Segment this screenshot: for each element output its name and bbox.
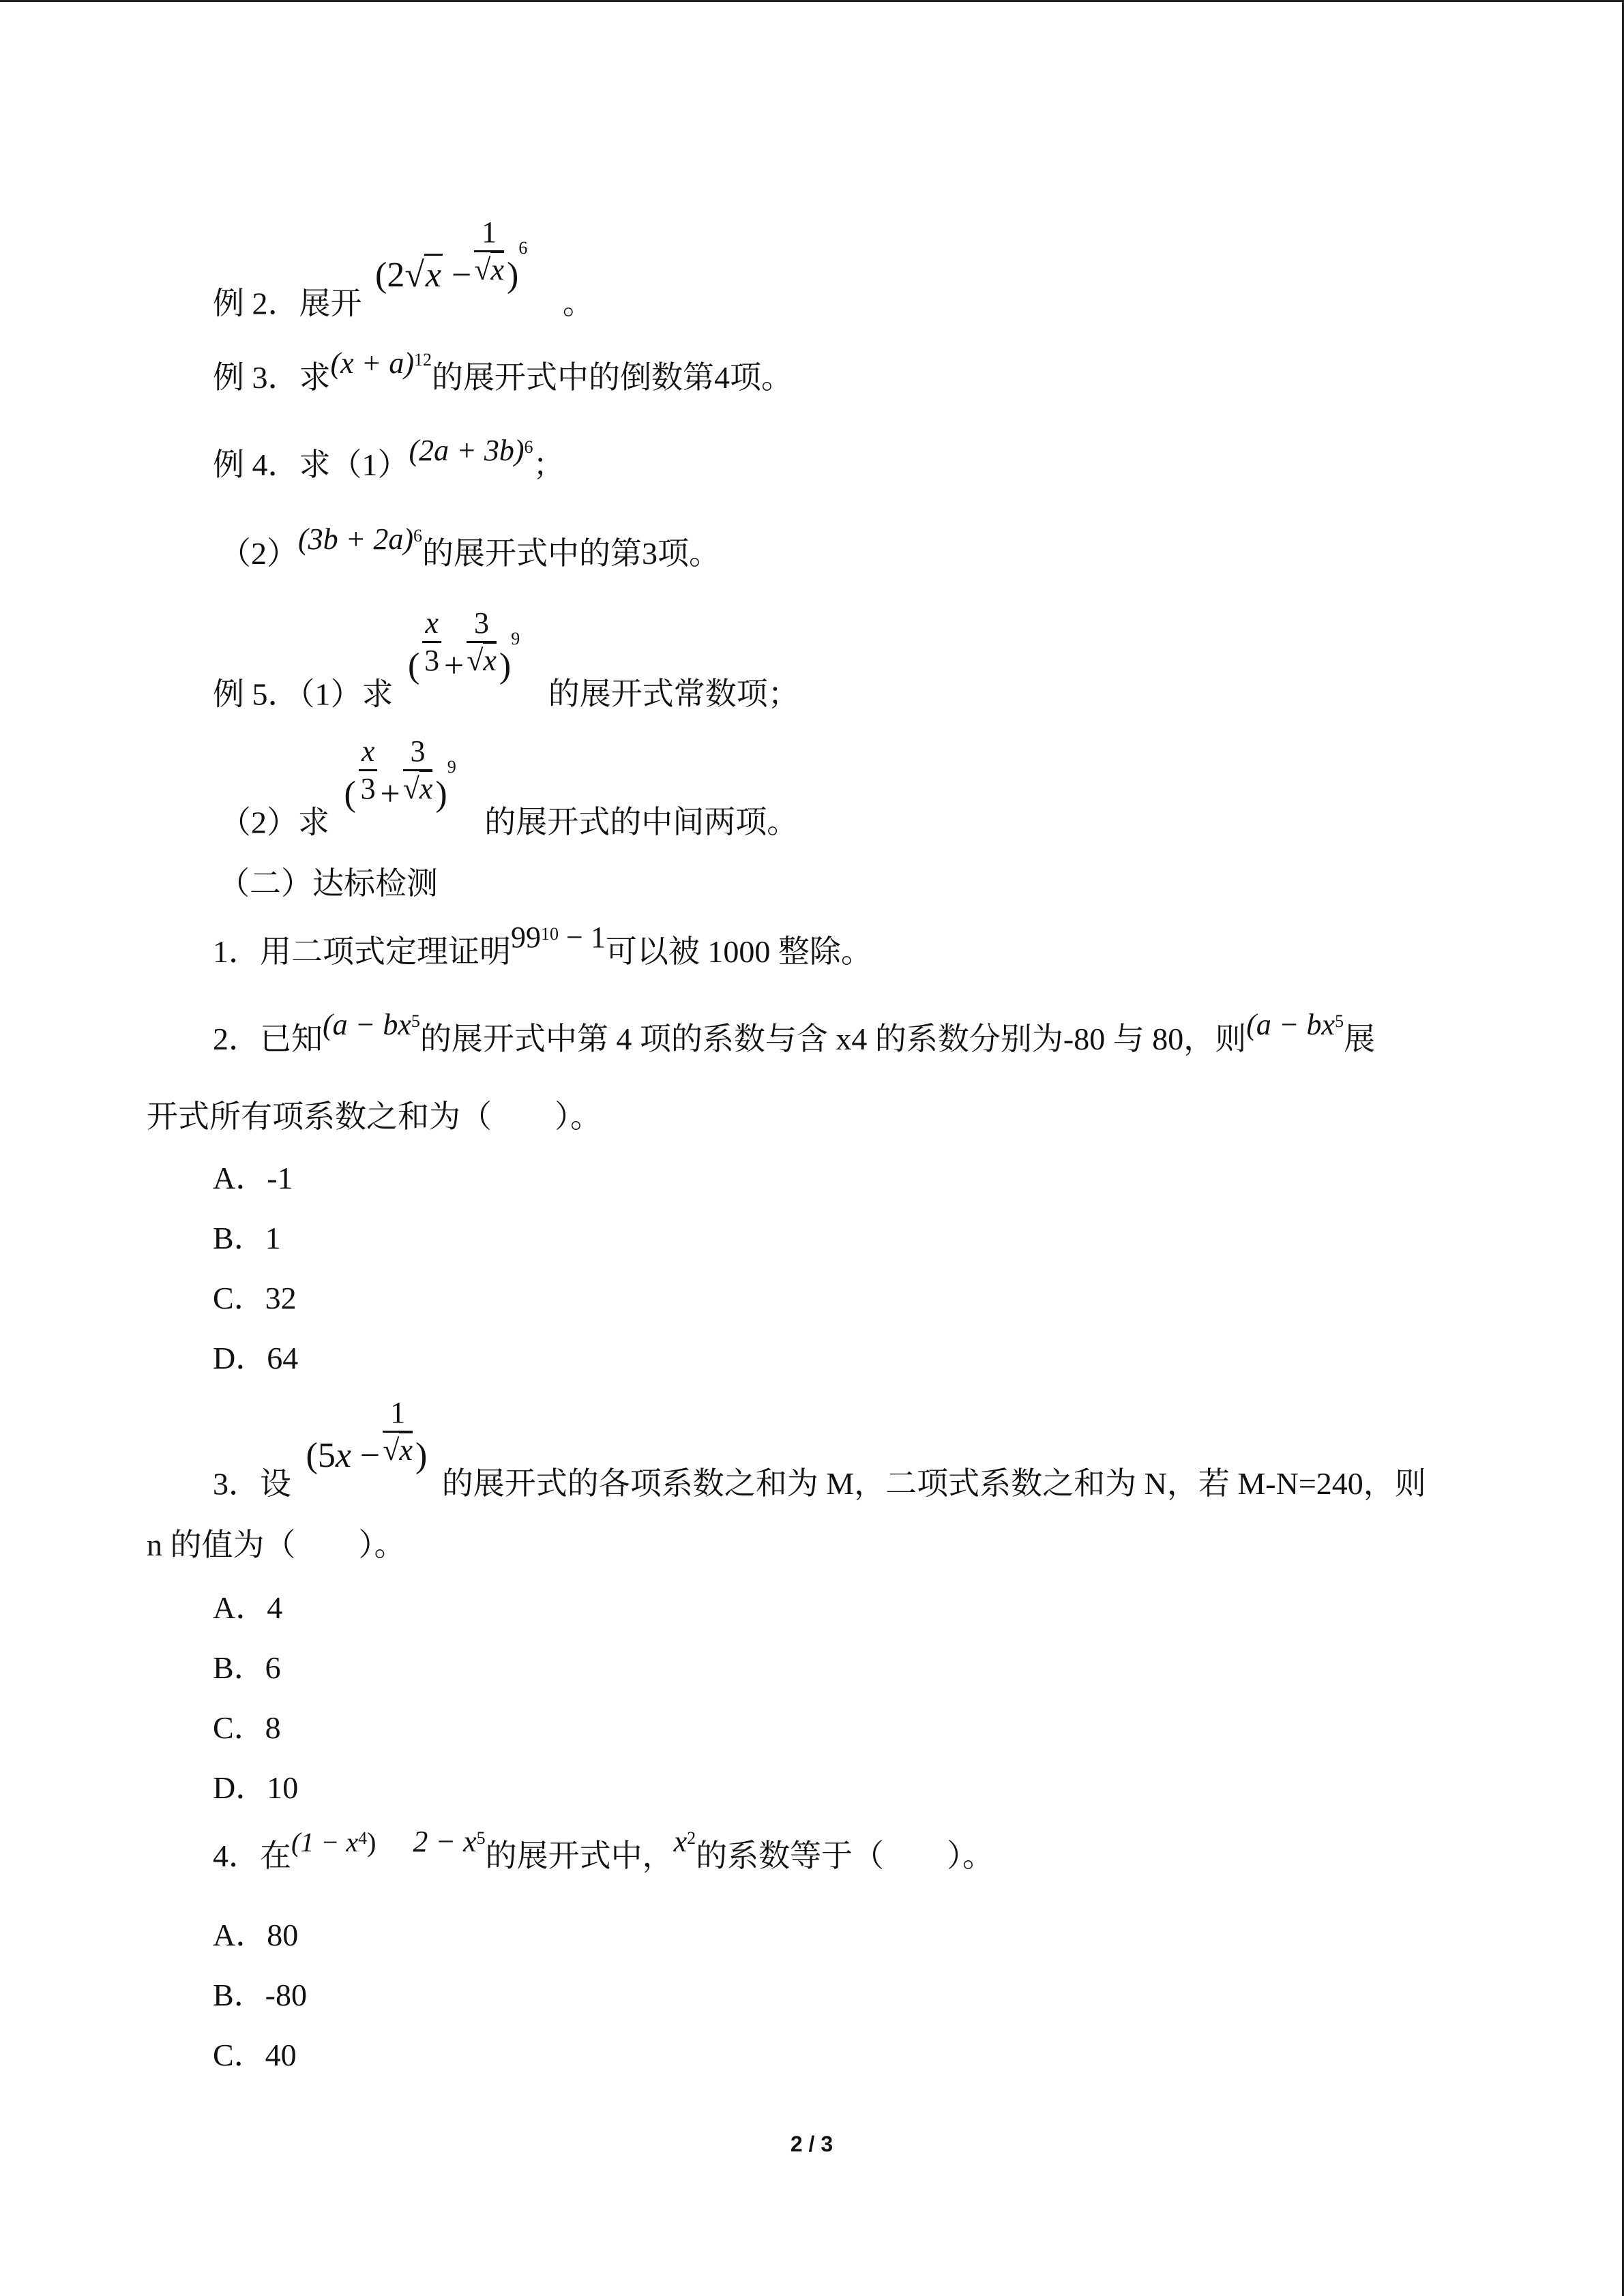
question-3-line-2: n 的值为（ ）。	[147, 1527, 406, 1562]
question-1-exponent: 10	[541, 924, 559, 944]
question-2-option-d: D．64	[213, 1341, 299, 1375]
example-5-formula: ( $\frac{x}{3}$ + $\frac{3}{√x}$ )	[408, 606, 512, 686]
question-3-option-b: B．6	[213, 1650, 281, 1685]
question-2-text-1: 的展开式中第 4 项的系数与含 x4 的系数分别为-80 与 80，则	[419, 1022, 1247, 1056]
example-4-part-2	[220, 522, 720, 575]
question-4	[213, 1825, 994, 1878]
section-title: （二）达标检测	[218, 866, 438, 901]
question-3-text-1: 的展开式的各项系数之和为 M，二项式系数之和为 N，若 M-N=240，则	[441, 1466, 1426, 1502]
page-border-top	[0, 0, 1624, 2]
example-5b-exponent: 9	[447, 757, 456, 777]
question-1-text: 可以被 1000 整除。	[605, 934, 872, 969]
question-4-label: 4．在	[213, 1838, 291, 1873]
example-5-text: 的展开式常数项；	[548, 676, 799, 712]
question-2-expr-repeat: (a − bx	[1246, 1008, 1335, 1041]
question-4-expr-1-exponent: 4	[358, 1828, 368, 1848]
example-2-exponent: 6	[518, 238, 528, 258]
example-3-label: 例 3．求	[213, 360, 331, 395]
example-5b-label: （2）求	[220, 805, 329, 840]
example-4b-exponent: 6	[413, 526, 422, 546]
question-2-exponent-repeat: 5	[1335, 1011, 1344, 1031]
example-4-end: ；	[533, 447, 565, 482]
example-2-formula: (2√x − $\frac{1}{√x}$ )	[375, 215, 519, 295]
question-2-label: 2．已知	[213, 1022, 323, 1056]
example-4-part-1	[213, 434, 565, 486]
question-4-option-a: A．80	[213, 1918, 299, 1952]
question-1	[213, 921, 872, 973]
example-4b-label: （2）	[220, 536, 298, 571]
question-2-option-c: C．32	[213, 1281, 297, 1315]
question-4-expr-1: (1 − x	[291, 1827, 359, 1858]
example-5-part-2	[220, 734, 799, 861]
example-4b-end: 项。	[658, 536, 720, 571]
question-3-option-c: C．8	[213, 1710, 281, 1745]
example-3-base: (x + a)	[330, 346, 415, 380]
question-2-expr: (a − bx	[323, 1008, 411, 1041]
example-3	[213, 346, 793, 399]
question-2-line-2: 开式所有项系数之和为（ ）。	[147, 1099, 602, 1134]
question-2-exponent: 5	[411, 1011, 420, 1031]
example-2	[213, 215, 594, 342]
question-4-text-2: 的系数等于（ ）。	[696, 1838, 994, 1873]
example-4b-expr: (3b + 2a)	[298, 522, 413, 556]
example-5-part-1	[213, 606, 799, 733]
question-1-label: 1．用二项式定理证明	[213, 934, 511, 969]
example-4b-number: 3	[642, 536, 658, 571]
page-number: 2 / 3	[790, 2132, 833, 2156]
question-2-option-b: B．1	[213, 1221, 281, 1255]
question-4-option-c: C．40	[213, 2038, 297, 2072]
example-3-number: 4	[714, 360, 730, 395]
example-3-end: 项。	[730, 360, 793, 395]
example-4-label: 例 4．求（1）	[213, 447, 409, 482]
question-2	[213, 1008, 1376, 1060]
question-1-base: 99	[511, 921, 541, 954]
question-3-option-d: D．10	[213, 1770, 299, 1805]
example-4-exponent: 6	[524, 437, 533, 457]
question-3	[213, 1396, 1426, 1523]
example-3-exponent: 12	[414, 350, 432, 370]
question-4-expr-2: 2 − x	[413, 1825, 477, 1858]
example-5-label: 例 5．（1）求	[213, 676, 394, 712]
example-5-exponent: 9	[511, 629, 520, 649]
question-3-formula: (5x − $\frac{1}{√x}$ )	[306, 1396, 428, 1476]
example-2-label: 例 2．展开	[213, 286, 362, 321]
question-4-text-1: 的展开式中，	[485, 1838, 674, 1873]
question-2-option-a: A．-1	[213, 1161, 293, 1195]
example-2-end: 。	[562, 286, 594, 321]
question-3-option-a: A．4	[213, 1590, 283, 1625]
question-4-x-exponent: 2	[687, 1828, 696, 1848]
question-4-option-b: B．-80	[213, 1978, 307, 2012]
question-3-label: 3．设	[213, 1466, 291, 1502]
example-5b-formula: ( $\frac{x}{3}$ + $\frac{3}{√x}$ )	[344, 734, 447, 814]
question-4-close-paren: )	[367, 1827, 377, 1858]
question-2-text-2: 展	[1344, 1022, 1376, 1056]
example-4-expr: (2a + 3b)	[409, 434, 525, 467]
question-4-x: x	[673, 1825, 688, 1858]
example-5b-text: 的展开式的中间两项。	[484, 805, 799, 840]
example-3-text: 的展开式中的倒数第	[432, 360, 715, 395]
question-1-minus: − 1	[559, 921, 606, 954]
example-4b-text: 的展开式中的第	[422, 536, 642, 571]
question-4-expr-2-exponent: 5	[476, 1828, 486, 1848]
